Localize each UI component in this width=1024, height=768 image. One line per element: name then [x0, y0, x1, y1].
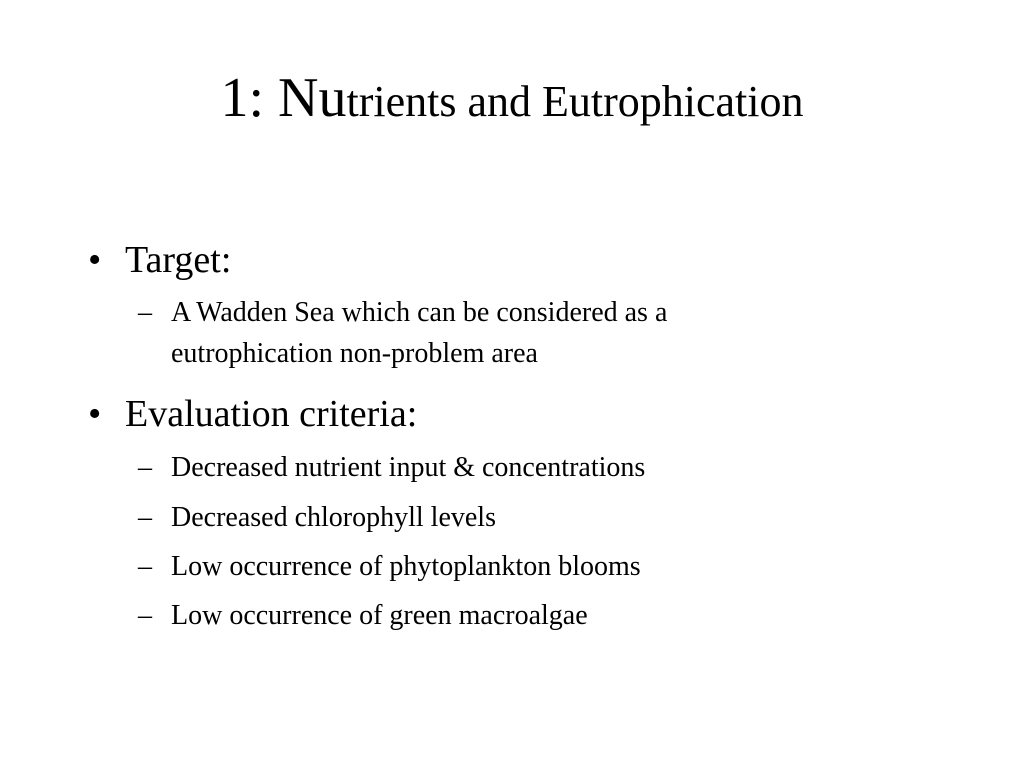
subitem-text: Decreased nutrient input & concentrations: [171, 452, 646, 483]
slide-title-lead: 1: Nu: [220, 67, 347, 129]
subitem-marker: –: [138, 452, 152, 483]
subitem-marker: –: [138, 502, 152, 533]
subitem-text: Low occurrence of green macroalgae: [171, 600, 588, 631]
bullet-marker: •: [88, 239, 102, 281]
subitem-marker: –: [138, 297, 152, 328]
bullet-marker: •: [88, 393, 102, 435]
slide-title-rest: trients and Eutrophication: [346, 77, 804, 126]
subitem-marker: –: [138, 551, 152, 582]
subitem-marker: –: [138, 600, 152, 631]
bullet-label: Evaluation criteria:: [125, 393, 418, 435]
bullet-label: Target:: [125, 239, 232, 281]
subitem-text: A Wadden Sea which can be considered as a eutrophication non-problem area: [171, 297, 668, 369]
subitem-text: Low occurrence of phytoplankton blooms: [171, 551, 641, 582]
subitem-text: Decreased chlorophyll levels: [171, 502, 496, 533]
